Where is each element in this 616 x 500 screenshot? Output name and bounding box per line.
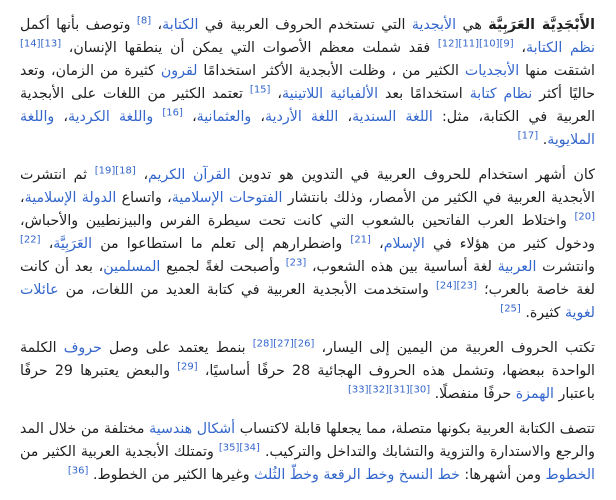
wiki-link[interactable]: الألفبائية اللاتينية: [281, 86, 379, 102]
body-text: ،: [370, 236, 384, 252]
body-text: تكتب الحروف العربية من اليمين إلى اليسار،: [314, 340, 595, 356]
wiki-link[interactable]: العَرَبِيَّة: [53, 236, 93, 252]
body-text: والبعض يعتبرها 29 حرفًا باعتبار: [20, 363, 595, 402]
body-text: ،: [151, 17, 163, 33]
wiki-link[interactable]: والعثمانية: [196, 109, 252, 125]
body-text: ،: [338, 109, 353, 125]
body-text: استخدامًا بعد: [378, 86, 470, 102]
citation-ref[interactable]: [17]: [517, 130, 539, 142]
wiki-link[interactable]: حروف: [63, 340, 102, 356]
wiki-link[interactable]: اللغة السندية: [352, 109, 433, 125]
body-text: تتصف الكتابة العربية بكونها متصلة، مما يجعلها قابلة لاكتساب: [235, 421, 595, 437]
body-text: تعتمد الكثير من اللغات على الأبجدية العربية في الكتابة، مثل:: [20, 86, 596, 125]
wiki-link[interactable]: الفتوحات الإسلامية: [171, 190, 283, 206]
wiki-link[interactable]: عائلات لغوية: [20, 282, 595, 321]
wiki-link[interactable]: واللغة الملايوية: [20, 109, 595, 148]
wiki-link[interactable]: لقرون: [160, 63, 198, 79]
citation-ref[interactable]: [16]: [162, 107, 183, 119]
citation-ref[interactable]: [36]: [67, 465, 89, 477]
paragraph-direction: [20, 337, 595, 406]
body-text: فقد شملت معظم الأصوات التي يمكن أن ينطقها الإنسان،: [61, 40, 438, 56]
body-text: ،: [251, 109, 265, 125]
citation-ref[interactable]: [20]: [574, 211, 595, 223]
body-text: [153, 109, 162, 125]
body-text: لغة أساسية بين هذه الشعوب،: [306, 259, 498, 275]
wiki-link[interactable]: نظم الكتابة: [526, 40, 595, 56]
body-text: حرفًا منفصلًا.: [430, 386, 516, 402]
body-text: وانتشرت: [536, 259, 595, 275]
citation-ref[interactable]: [18][19]: [94, 165, 136, 177]
body-text: ،: [270, 86, 282, 102]
body-text: ، بعد أن كانت لغة خاصة بالعرب؛: [20, 259, 595, 298]
wiki-link[interactable]: الهمزة: [515, 386, 555, 402]
body-text: ، واتساع: [116, 190, 172, 206]
body-text: مختلفة من خلال المد والرجع والاستدارة والتزوية والتشابك والتداخل والتركيب.: [20, 421, 595, 460]
body-text: الكثير من: [396, 63, 465, 79]
wiki-link[interactable]: الإسلام: [383, 236, 425, 252]
body-text: ومن أشهرها:: [459, 467, 546, 483]
citation-ref[interactable]: [22]: [20, 234, 41, 246]
body-text: كثيرة من الزمان، وتعد حاليًا أكثر: [20, 63, 595, 102]
body-text: كثيرة.: [520, 305, 565, 321]
body-text: كان أشهر استخدام للحروف العربية في التدوين هو تدوين: [230, 167, 595, 183]
wiki-link[interactable]: القرآن الكريم: [148, 167, 231, 183]
body-text: ،: [513, 40, 526, 56]
wiki-link[interactable]: الخطوط: [545, 467, 595, 483]
wiki-link[interactable]: الأبجدية: [411, 17, 457, 33]
body-text: ،: [135, 167, 149, 183]
wiki-link[interactable]: الدولة الإسلامية: [24, 190, 117, 206]
article-title-term: الأَبْجَدِيَّة العَرَبِيَّة: [488, 17, 595, 33]
wiki-link[interactable]: خط النسخ وخط الرقعة وخطّ الثُلث: [254, 467, 460, 483]
wiki-link[interactable]: واللغة الكردية: [68, 109, 154, 125]
body-text: .: [538, 132, 548, 148]
body-text: بنمط يعتمد على وصل: [101, 340, 253, 356]
body-text: ،: [54, 109, 68, 125]
body-text: التي تستخدم الحروف العربية في: [198, 17, 412, 33]
body-text: وتمتلك الأبجدية العربية الكثير من: [20, 444, 219, 460]
wiki-link[interactable]: العربية: [497, 259, 537, 275]
wiki-link[interactable]: اللغة الأردية: [265, 109, 339, 125]
body-text: وأصبحت لغةً لجميع: [160, 259, 286, 275]
body-text: ،: [40, 236, 54, 252]
paragraph-spread: [20, 164, 595, 325]
citation-ref[interactable]: [15]: [249, 84, 271, 96]
citation-ref[interactable]: [23][24]: [435, 280, 478, 292]
citation-ref[interactable]: [30][31][32][33]: [347, 384, 431, 396]
body-text: ،: [182, 109, 197, 125]
body-text: واختلاط العرب الفاتحين بالشعوب التي كانت تحت سيطرة الفرس والبيزنطيين والأحباش، ودخول كثير من هؤلاء في: [20, 213, 595, 252]
wiki-link[interactable]: الكتابة: [162, 17, 199, 33]
body-text: اشتقت منها: [519, 63, 595, 79]
citation-ref[interactable]: [23]: [285, 257, 307, 269]
paragraph-intro: [20, 14, 595, 152]
body-text: واضطرارهم إلى تعلم ما استطاعوا من: [92, 236, 351, 252]
body-text: واستخدمت الأبجدية العربية في كتابة العديد من اللغات، من: [58, 282, 436, 298]
paragraph-calligraphy: [20, 418, 595, 487]
body-text: ثم انتشرت الأبجدية العربية في الكثير من الأمصار، وذلك بانتشار: [20, 167, 595, 206]
citation-ref[interactable]: [21]: [350, 234, 371, 246]
citation-ref[interactable]: [9][10][11][12]: [437, 38, 514, 50]
body-text: الكلمة الواحدة ببعضها، وتشمل هذه الحروف الهجائية 28 حرفًا أساسيًا،: [20, 340, 595, 379]
body-text: وغيرها الكثير من الخطوط.: [88, 467, 255, 483]
citation-ref[interactable]: [34][35]: [218, 442, 260, 454]
wiki-link[interactable]: المسلمين: [103, 259, 161, 275]
body-text: ، وظلت الأبجدية الأكثر استخدامًا: [197, 63, 397, 79]
body-text: هي: [456, 17, 489, 33]
body-text: ،: [20, 190, 25, 206]
citation-ref[interactable]: [29]: [177, 361, 198, 373]
citation-ref[interactable]: [13][14]: [20, 38, 62, 50]
wiki-link[interactable]: الأبجديات: [464, 63, 520, 79]
wiki-link[interactable]: نظام كتابة: [469, 86, 533, 102]
citation-ref[interactable]: [8]: [136, 15, 152, 27]
wiki-link[interactable]: أشكال هندسية: [149, 421, 236, 437]
body-text: وتوصف بأنها أكمل: [20, 17, 137, 33]
citation-ref[interactable]: [26][27][28]: [252, 338, 315, 350]
citation-ref[interactable]: [25]: [500, 303, 521, 315]
